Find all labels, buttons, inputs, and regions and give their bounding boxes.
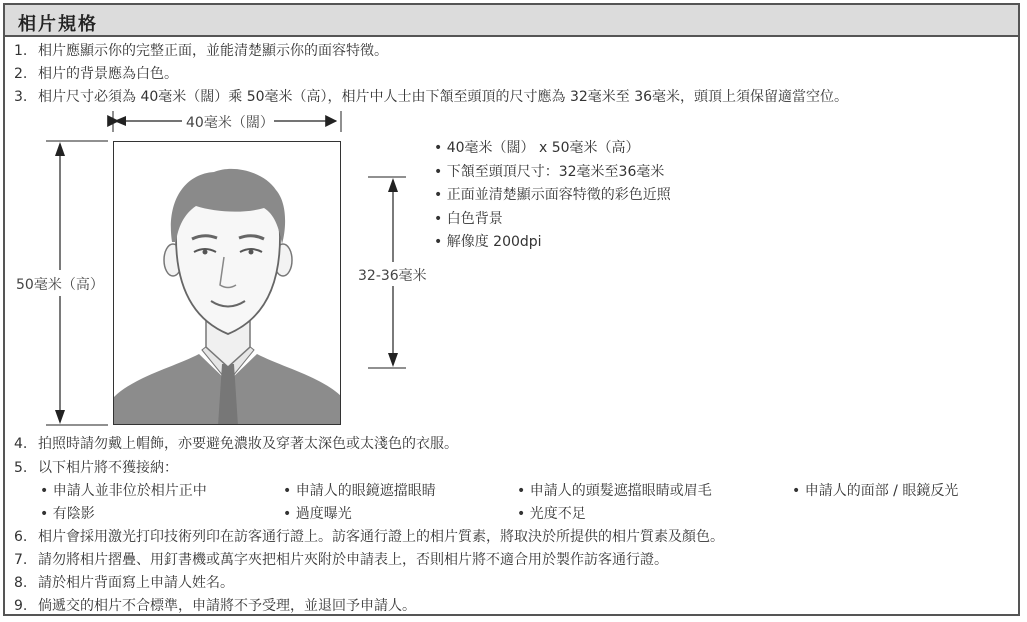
list-item: 2. 相片的背景應為白色。	[14, 66, 178, 82]
rejected-item: • 有陰影	[40, 503, 95, 523]
rejected-item: • 申請人並非位於相片正中	[40, 480, 207, 500]
rejected-item: • 申請人的頭髮遮擋眼睛或眉毛	[517, 480, 712, 500]
list-item: 9. 倘遞交的相片不合標準，申請將不予受理，並退回予申請人。	[14, 598, 416, 614]
sample-photo	[113, 141, 341, 425]
portrait-illustration	[114, 142, 341, 425]
list-item: 3. 相片尺寸必須為 40毫米（闊）乘 50毫米（高），相片中人士由下頷至頭頂的尺寸應為 32毫米至 36毫米，頭頂上須保留適當空位。	[14, 89, 849, 105]
rejected-item: • 過度曝光	[283, 503, 352, 523]
section-title: 相片規格	[18, 14, 98, 35]
list-item: 5. 以下相片將不獲接納：	[14, 460, 178, 476]
width-label: 40毫米（闊）	[186, 112, 274, 132]
rejected-item: • 申請人的面部 / 眼鏡反光	[792, 480, 958, 500]
rejected-item: • 光度不足	[517, 503, 586, 523]
list-item: 1. 相片應顯示你的完整正面，並能清楚顯示你的面容特徵。	[14, 43, 388, 59]
list-item: 6. 相片會採用激光打印技術列印在訪客通行證上。訪客通行證上的相片質素，將取決於所提供的相片質素及顏色。	[14, 529, 724, 545]
spec-item: • 正面並清楚顯示面容特徵的彩色近照	[434, 184, 671, 204]
spec-item: • 40毫米（闊） x 50毫米（高）	[434, 137, 640, 157]
spec-item: • 解像度 200dpi	[434, 231, 542, 251]
list-item: 8. 請於相片背面寫上申請人姓名。	[14, 575, 234, 591]
chin-crown-label: 32-36毫米	[358, 265, 427, 285]
spec-item: • 下頷至頭頂尺寸：32毫米至36毫米	[434, 161, 664, 181]
list-item: 4. 拍照時請勿戴上帽飾，亦要避免濃妝及穿著太深色或太淺色的衣服。	[14, 436, 458, 452]
spec-item: • 白色背景	[434, 208, 503, 228]
list-item: 7. 請勿將相片摺疊、用釘書機或萬字夾把相片夾附於申請表上，否則相片將不適合用於製作訪客通行證。	[14, 552, 668, 568]
height-label: 50毫米（高）	[16, 274, 104, 294]
rejected-item: • 申請人的眼鏡遮擋眼睛	[283, 480, 436, 500]
